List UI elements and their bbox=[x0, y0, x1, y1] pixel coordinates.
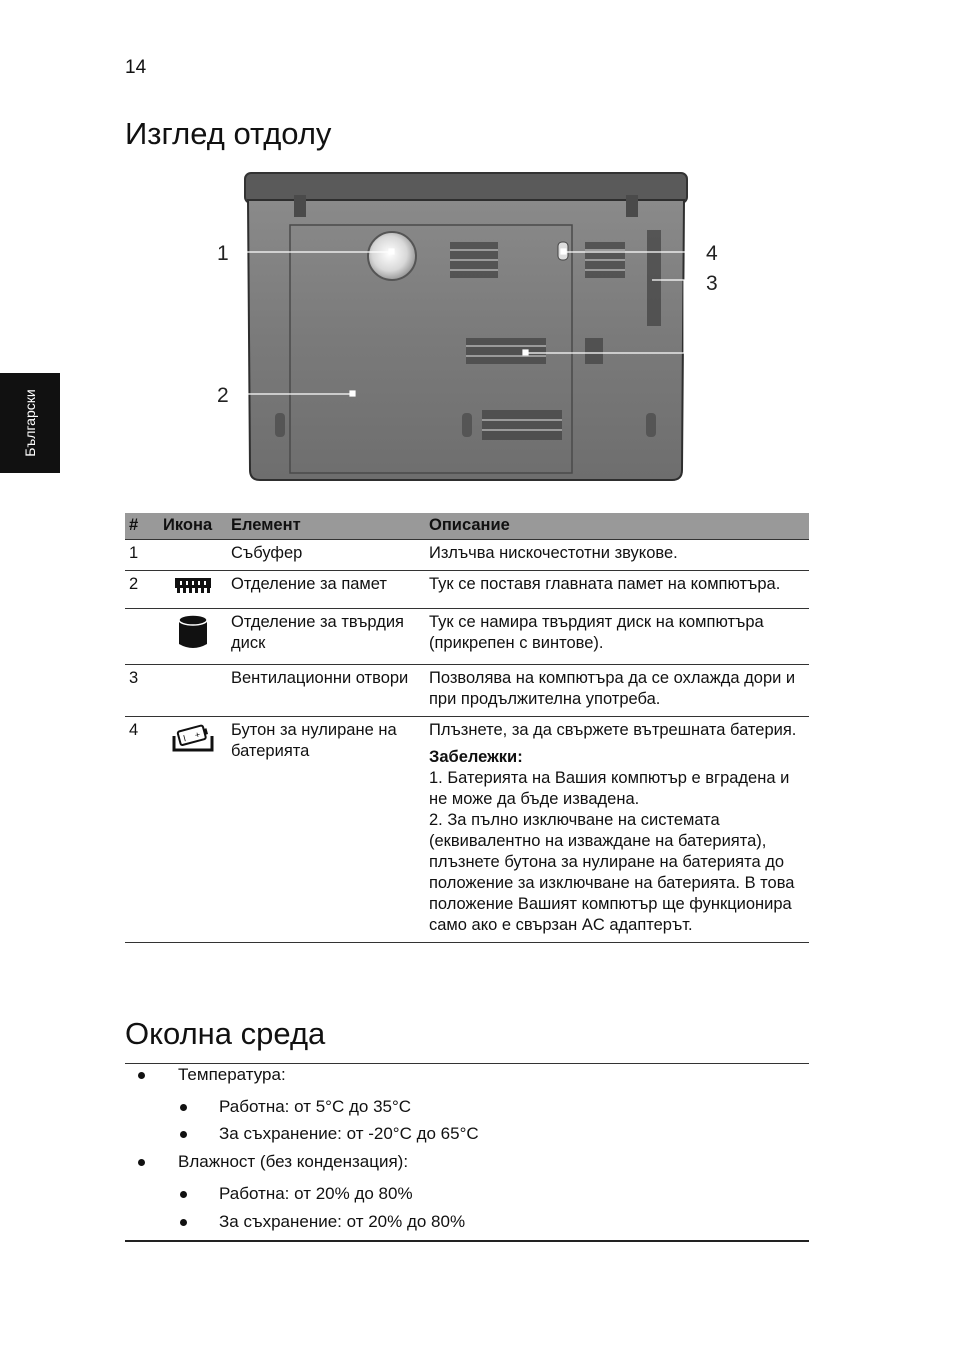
table-header-row bbox=[125, 513, 809, 540]
svg-text:I: I bbox=[182, 733, 188, 744]
callout-4: 4 bbox=[706, 242, 718, 265]
row-num bbox=[125, 609, 159, 665]
language-side-tab-label: Български bbox=[22, 389, 38, 457]
row-description: Позволява на компютъра да се охлажда дори и при продължителна употреба. bbox=[425, 665, 809, 717]
bullet-icon bbox=[138, 1072, 145, 1079]
callout-3: 3 bbox=[706, 272, 718, 295]
components-table bbox=[125, 513, 809, 943]
section-title-environment: Околна среда bbox=[125, 1016, 326, 1051]
notes-title: Забележки: bbox=[429, 748, 523, 766]
callout-1: 1 bbox=[217, 242, 229, 265]
battery-reset-icon bbox=[171, 720, 215, 756]
row-num: 1 bbox=[125, 540, 159, 571]
env-subitem: За съхранение: от -20°C до 65°C bbox=[219, 1124, 479, 1143]
table-row bbox=[125, 665, 809, 717]
table-row bbox=[125, 717, 809, 943]
env-subitem: Работна: от 5°C до 35°C bbox=[219, 1097, 412, 1116]
header-element: Елемент bbox=[227, 513, 425, 540]
row-description: Тук се поставя главната памет на компютъра. bbox=[425, 571, 809, 609]
row-num: 3 bbox=[125, 665, 159, 717]
row-element: Събуфер bbox=[227, 540, 425, 571]
env-subitem: Работна: от 20% до 80% bbox=[219, 1184, 413, 1203]
row-element: Бутон за нулиране на батерията bbox=[227, 717, 425, 943]
header-icon: Икона bbox=[159, 513, 227, 540]
env-item-temperature: Температура: bbox=[178, 1065, 286, 1084]
note-2: 2. За пълно изключване на системата (еквивалентно на изваждане на батерията), плъзнете бутона за нулиране на батерията до положение за изключване на батерията. В това положение Вашият компютър ще функционира само ако е свързан AC адаптерът. bbox=[429, 811, 795, 934]
row-element: Вентилационни отвори bbox=[227, 665, 425, 717]
laptop-bottom-illustration bbox=[200, 170, 740, 490]
row-element: Отделение за памет bbox=[227, 571, 425, 609]
note-1: 1. Батерията на Вашия компютър е вградена и не може да бъде извадена. bbox=[429, 769, 790, 808]
bullet-icon bbox=[180, 1104, 187, 1111]
header-description: Описание bbox=[425, 513, 809, 540]
callout-2: 2 bbox=[217, 384, 229, 407]
bullet-icon bbox=[180, 1131, 187, 1138]
row-num: 4 bbox=[125, 717, 159, 943]
row-description: Излъчва нискочестотни звукове. bbox=[425, 540, 809, 571]
svg-text:+: + bbox=[193, 729, 202, 741]
header-num: # bbox=[125, 513, 159, 540]
table-row bbox=[125, 540, 809, 571]
table-row bbox=[125, 571, 809, 609]
memory-icon bbox=[173, 574, 213, 596]
row-description: Тук се намира твърдият диск на компютъра (прикрепен с винтове). bbox=[425, 609, 809, 665]
bullet-icon bbox=[180, 1219, 187, 1226]
bullet-icon bbox=[138, 1159, 145, 1166]
environment-bottom-rule bbox=[125, 1240, 809, 1242]
table-row bbox=[125, 609, 809, 665]
row-num: 2 bbox=[125, 571, 159, 609]
env-item-humidity: Влажност (без кондензация): bbox=[178, 1152, 409, 1171]
language-side-tab bbox=[0, 373, 60, 473]
section-title-bottom-view: Изглед отдолу bbox=[125, 116, 332, 151]
row-description: Плъзнете, за да свържете вътрешната батерия. bbox=[429, 721, 797, 739]
environment-top-rule bbox=[125, 1063, 809, 1064]
env-subitem: За съхранение: от 20% до 80% bbox=[219, 1212, 466, 1231]
bullet-icon bbox=[180, 1191, 187, 1198]
page-number: 14 bbox=[125, 57, 147, 78]
hdd-icon bbox=[176, 612, 210, 652]
row-element: Отделение за твърдия диск bbox=[227, 609, 425, 665]
